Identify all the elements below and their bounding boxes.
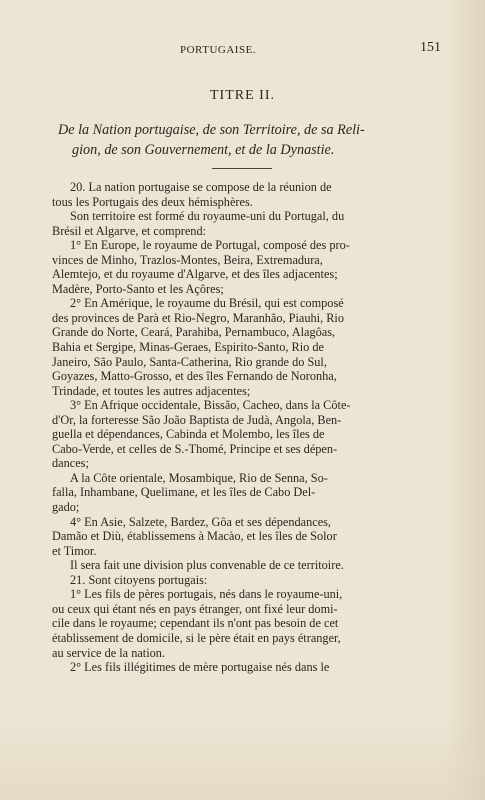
body-text bbox=[52, 180, 424, 675]
text-line: des provinces de Parà et Rio-Negro, Maranhão, Piauhi, Rio bbox=[52, 310, 344, 325]
text-line: 1° En Europe, le royaume de Portugal, composé des pro- bbox=[70, 238, 350, 253]
text-line: cile dans le royaume; cependant ils n'ont pas besoin de cet bbox=[52, 616, 339, 631]
text-line: gado; bbox=[52, 500, 80, 515]
page-number: 151 bbox=[420, 40, 441, 55]
text-line: Alemtejo, et du royaume d'Algarve, et des îles adjacentes; bbox=[52, 267, 338, 282]
text-line: 2° En Amérique, le royaume du Brésil, qui est composé bbox=[70, 296, 344, 311]
text-line: 3° En Afrique occidentale, Bissão, Cacheo, dans la Côte- bbox=[70, 398, 351, 413]
page-edge-shading bbox=[445, 0, 485, 800]
text-line: Trindade, et toutes les autres adjacentes; bbox=[52, 383, 251, 398]
text-line: au service de la nation. bbox=[52, 645, 166, 660]
text-line: Grande do Norte, Ceará, Parahiba, Pernambuco, Alagôas, bbox=[52, 325, 336, 340]
text-line: Madère, Porto-Santo et les Açôres; bbox=[52, 281, 224, 296]
text-line: établissement de domicile, si le père était en pays étranger, bbox=[52, 630, 341, 645]
text-line: Janeiro, São Paulo, Santa-Catherina, Rio grande do Sul, bbox=[52, 354, 327, 369]
chapter-title-line-1: De la Nation portugaise, de son Territoire, de sa Reli- bbox=[58, 122, 365, 138]
text-line: Cabo-Verde, et celles de S.-Thomé, Principe et ses dépen- bbox=[52, 441, 338, 456]
text-line: 21. Sont citoyens portugais: bbox=[70, 572, 208, 587]
text-line: Son territoire est formé du royaume-uni du Portugal, du bbox=[70, 209, 345, 224]
text-line: 20. La nation portugaise se compose de la réunion de bbox=[70, 180, 332, 194]
text-line: 1° Les fils de pères portugais, nés dans le royaume-uni, bbox=[70, 587, 343, 602]
text-line: falla, Inhambane, Quelimane, et les îles de Cabo Del- bbox=[52, 485, 316, 500]
text-line: et Timor. bbox=[52, 543, 97, 558]
text-line: vinces de Minho, Trazlos-Montes, Beira, Extremadura, bbox=[52, 252, 323, 267]
text-line: d'Or, la forteresse São João Baptista de Judà, Angola, Ben- bbox=[52, 412, 342, 427]
text-line: guella et dépendances, Cabinda et Molembo, les îles de bbox=[52, 427, 325, 442]
title-rule bbox=[212, 168, 272, 169]
page-bottom-shading bbox=[0, 720, 485, 800]
text-line: Goyazes, Matto-Grosso, et des îles Fernando de Noronha, bbox=[52, 369, 337, 384]
text-line: 2° Les fils illégitimes de mère portugaise nés dans le bbox=[70, 660, 330, 675]
chapter-title bbox=[58, 120, 414, 160]
title-heading: TITRE II. bbox=[210, 88, 275, 103]
text-line: ou ceux qui étant nés en pays étranger, ont fixé leur domi- bbox=[52, 601, 338, 616]
text-line: Il sera fait une division plus convenable de ce territoire. bbox=[70, 558, 344, 573]
text-line: tous les Portugais des deux hémisphères. bbox=[52, 194, 253, 209]
text-line: Brésil et Algarve, et comprend: bbox=[52, 223, 207, 238]
text-line: Bahia et Sergipe, Minas-Geraes, Espirito-Santo, Rio de bbox=[52, 340, 324, 355]
text-line: Damão et Diù, établissemens à Macào, et les îles de Solor bbox=[52, 529, 337, 544]
chapter-title-line-2: gion, de son Gouvernement, et de la Dynastie. bbox=[72, 142, 335, 158]
text-line: 4° En Asie, Salzete, Bardez, Gôa et ses dépendances, bbox=[70, 514, 332, 529]
text-line: A la Côte orientale, Mosambique, Rio de Senna, So- bbox=[70, 470, 328, 485]
text-line: dances; bbox=[52, 456, 89, 471]
running-head: PORTUGAISE. bbox=[180, 44, 257, 56]
